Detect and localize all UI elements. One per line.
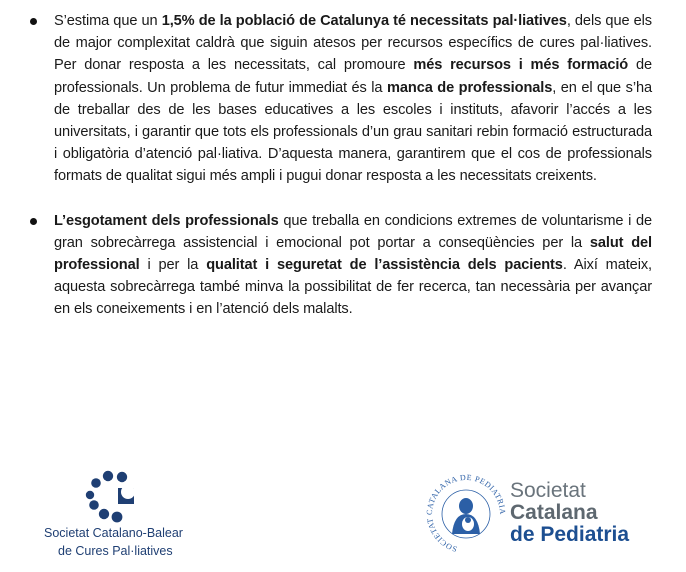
logo-societat-catalana-pediatria [424, 470, 654, 560]
bullet-list [28, 10, 652, 343]
bold-text: 1,5% de la població de Catalunya té necessitats pal·liatives [161, 13, 567, 29]
text-span: . Així mateix, aquesta sobrecàrrega també minva la possibilitat de fer recerca, tan necessària per avançar en els coneixements i en l’atenció dels malalts. [54, 257, 652, 318]
bullet-item [28, 10, 652, 188]
text-span: de professionals. Un problema de futur immediat és la [54, 57, 652, 96]
logo-right-line3: de Pediatria [510, 523, 630, 546]
logo-societat-catalano-balear [44, 468, 204, 564]
bullet-dot-icon [30, 218, 37, 225]
logo-right-line2: Catalana [510, 501, 598, 524]
bold-text: L’esgotament dels professionals [54, 212, 279, 229]
bullet-item [28, 210, 652, 321]
logo-right-line1: Societat [510, 479, 586, 502]
bullet-paragraph [54, 210, 652, 321]
bold-text: més recursos i més formació [413, 57, 629, 74]
bold-text: salut del professional [54, 234, 652, 274]
text-span: , dels que els de major complexitat caldrà que siguin atesos per recursos específics de cures pal·liatives. Per donar resposta a les necessitats, cal promoure [54, 13, 652, 74]
text-span: i per la [139, 257, 207, 274]
logo-left-line2: de Cures Pal·liatives [58, 544, 173, 558]
pediatria-seal-icon [424, 470, 508, 558]
bullet-dot-icon [30, 18, 37, 25]
bold-text: manca de professionals [387, 79, 553, 96]
text-span: que treballa en condicions extremes de voluntarisme i de gran sobrecàrrega assistencial i emocional pot portar a conseqüències per la [54, 212, 652, 251]
seal-text: SOCIETAT CATALANA DE PEDIATRIA [424, 472, 508, 554]
pediatria-name [510, 480, 629, 546]
text-span: S’estima que un [54, 13, 162, 29]
text-span: , en el que s’ha de treballar des de les bases educatives a les escoles i instituts, afavorir l’accés a les universitats, i garantir que tots els professionals d’un grau sanitari rebin formació estructurada i obligatòria d’atenció pal·liativa. D’aquesta manera, garantirem que el cos de professionals formats de qualitat sigui més ampli i pugui donar resposta a les necessitats creixents. [54, 79, 652, 185]
bold-text: qualitat i seguretat de l’assistència dels pacients [206, 257, 563, 274]
bullet-paragraph [54, 10, 652, 188]
logo-left-line1: Societat Catalano-Balear [44, 526, 183, 540]
dots-logo-icon [84, 468, 144, 524]
